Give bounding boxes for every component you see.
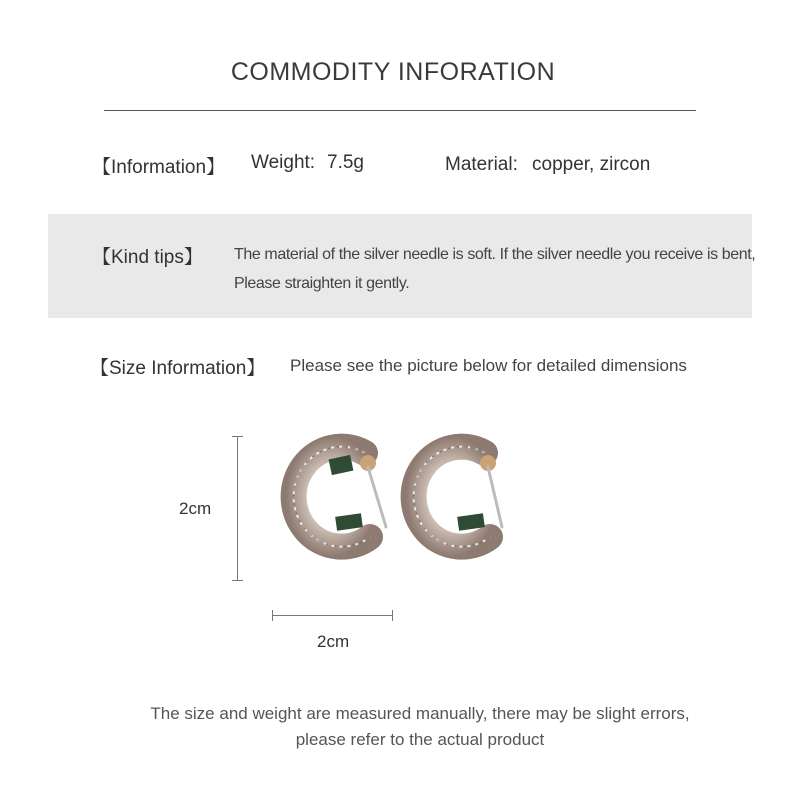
size-information-label: 【Size Information】 xyxy=(90,358,266,379)
weight-label: Weight: xyxy=(251,152,316,173)
width-dimension-line xyxy=(272,615,393,616)
right-earring xyxy=(414,447,502,547)
height-dimension-cap-top xyxy=(232,436,243,437)
earrings-product-image xyxy=(270,425,520,565)
material-value: copper, zircon xyxy=(532,154,651,175)
information-label: 【Information】 xyxy=(92,157,226,178)
height-dimension-line xyxy=(237,436,238,581)
disclaimer-line-1: The size and weight are measured manually, there may be slight errors, xyxy=(150,704,690,723)
height-dimension-cap-bottom xyxy=(232,580,243,581)
kind-tips-text xyxy=(234,240,756,298)
left-earring xyxy=(294,447,386,547)
disclaimer-line-2: please refer to the actual product xyxy=(295,730,545,749)
width-dimension-cap-right xyxy=(392,610,393,621)
height-dimension-label: 2cm xyxy=(179,499,212,518)
size-description: Please see the picture below for detailed dimensions xyxy=(290,356,687,375)
page-title: COMMODITY INFORATION xyxy=(230,58,556,86)
width-dimension-cap-left xyxy=(272,610,273,621)
weight-value: 7.5g xyxy=(327,152,364,173)
kind-tips-line-2: Please straighten it gently. xyxy=(234,275,410,292)
width-dimension-label: 2cm xyxy=(317,632,350,651)
measurement-disclaimer xyxy=(0,701,800,753)
kind-tips-line-1: The material of the silver needle is soft. If the silver needle you receive is bent, xyxy=(234,246,756,263)
kind-tips-label: 【Kind tips】 xyxy=(92,247,203,268)
material-label: Material: xyxy=(445,154,518,175)
title-divider xyxy=(104,110,696,111)
